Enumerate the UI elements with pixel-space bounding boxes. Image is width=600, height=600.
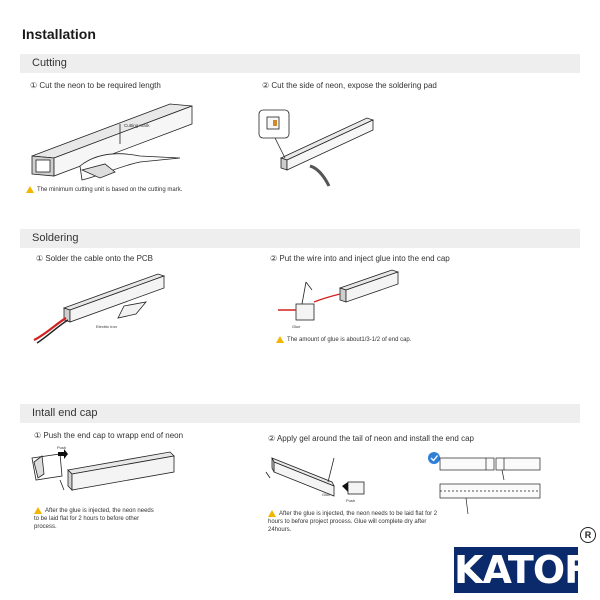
warning-icon bbox=[26, 186, 34, 193]
check-icon bbox=[428, 452, 440, 464]
step-solder-cable: ① Solder the cable onto the PCB bbox=[36, 254, 154, 263]
warning-icon bbox=[268, 510, 276, 517]
glue-label: Glue bbox=[292, 324, 301, 329]
step-inject-glue: ② Put the wire into and inject glue into the end cap bbox=[270, 254, 450, 263]
iron-label: Electric iron bbox=[96, 324, 117, 329]
soldering-note-text: The amount of glue is about1/3-1/2 of end cap. bbox=[287, 337, 412, 344]
registered-mark-icon: R bbox=[580, 527, 596, 543]
solder-cable-illustration bbox=[34, 268, 174, 348]
gel-push-label: Push bbox=[346, 498, 356, 503]
apply-gel-illustration bbox=[262, 452, 392, 510]
gel-glue-label: Glue bbox=[322, 492, 331, 497]
section-title: Intall end cap bbox=[32, 407, 98, 419]
endcap-note-2 bbox=[268, 510, 438, 534]
endcap-detail-illustration bbox=[426, 450, 556, 526]
push-label: Push bbox=[57, 445, 67, 450]
section-title: Soldering bbox=[32, 232, 79, 244]
katof-logo: KATOF bbox=[454, 548, 590, 592]
endcap-note-1-text: After the glue is injected, the neon needs to be laid flat for 2 hours to before other process. bbox=[34, 508, 154, 531]
step-cut-side: ② Cut the side of neon, expose the soldering pad bbox=[262, 81, 437, 90]
cutting-note-text: The minimum cutting unit is based on the cutting mark. bbox=[37, 187, 183, 194]
warning-icon bbox=[34, 507, 42, 514]
cut-neon-illustration bbox=[20, 96, 220, 186]
endcap-note-1 bbox=[34, 507, 154, 531]
cutting-mark-label: Cutting mark bbox=[124, 123, 150, 128]
step-cut-length: ① Cut the neon to be required length bbox=[30, 81, 161, 90]
inject-glue-illustration bbox=[284, 266, 424, 336]
section-header-cutting bbox=[20, 54, 580, 73]
section-header-endcap bbox=[20, 404, 580, 423]
warning-icon bbox=[276, 336, 284, 343]
step-push-endcap: ① Push the end cap to wrapp end of neon bbox=[34, 431, 184, 440]
push-endcap-illustration bbox=[30, 446, 180, 506]
page-title: Installation bbox=[22, 26, 96, 42]
section-header-soldering bbox=[20, 229, 580, 248]
cutting-note bbox=[26, 186, 182, 194]
endcap-note-2-text: After the glue is injected, the neon needs to be laid flat for 2 hours to before project process. Glue will complete dry after 24hours. bbox=[268, 511, 438, 534]
soldering-note bbox=[276, 336, 411, 344]
step-apply-gel: ② Apply gel around the tail of neon and install the end cap bbox=[268, 434, 474, 443]
expose-pad-illustration bbox=[255, 104, 375, 194]
section-title: Cutting bbox=[32, 57, 67, 69]
